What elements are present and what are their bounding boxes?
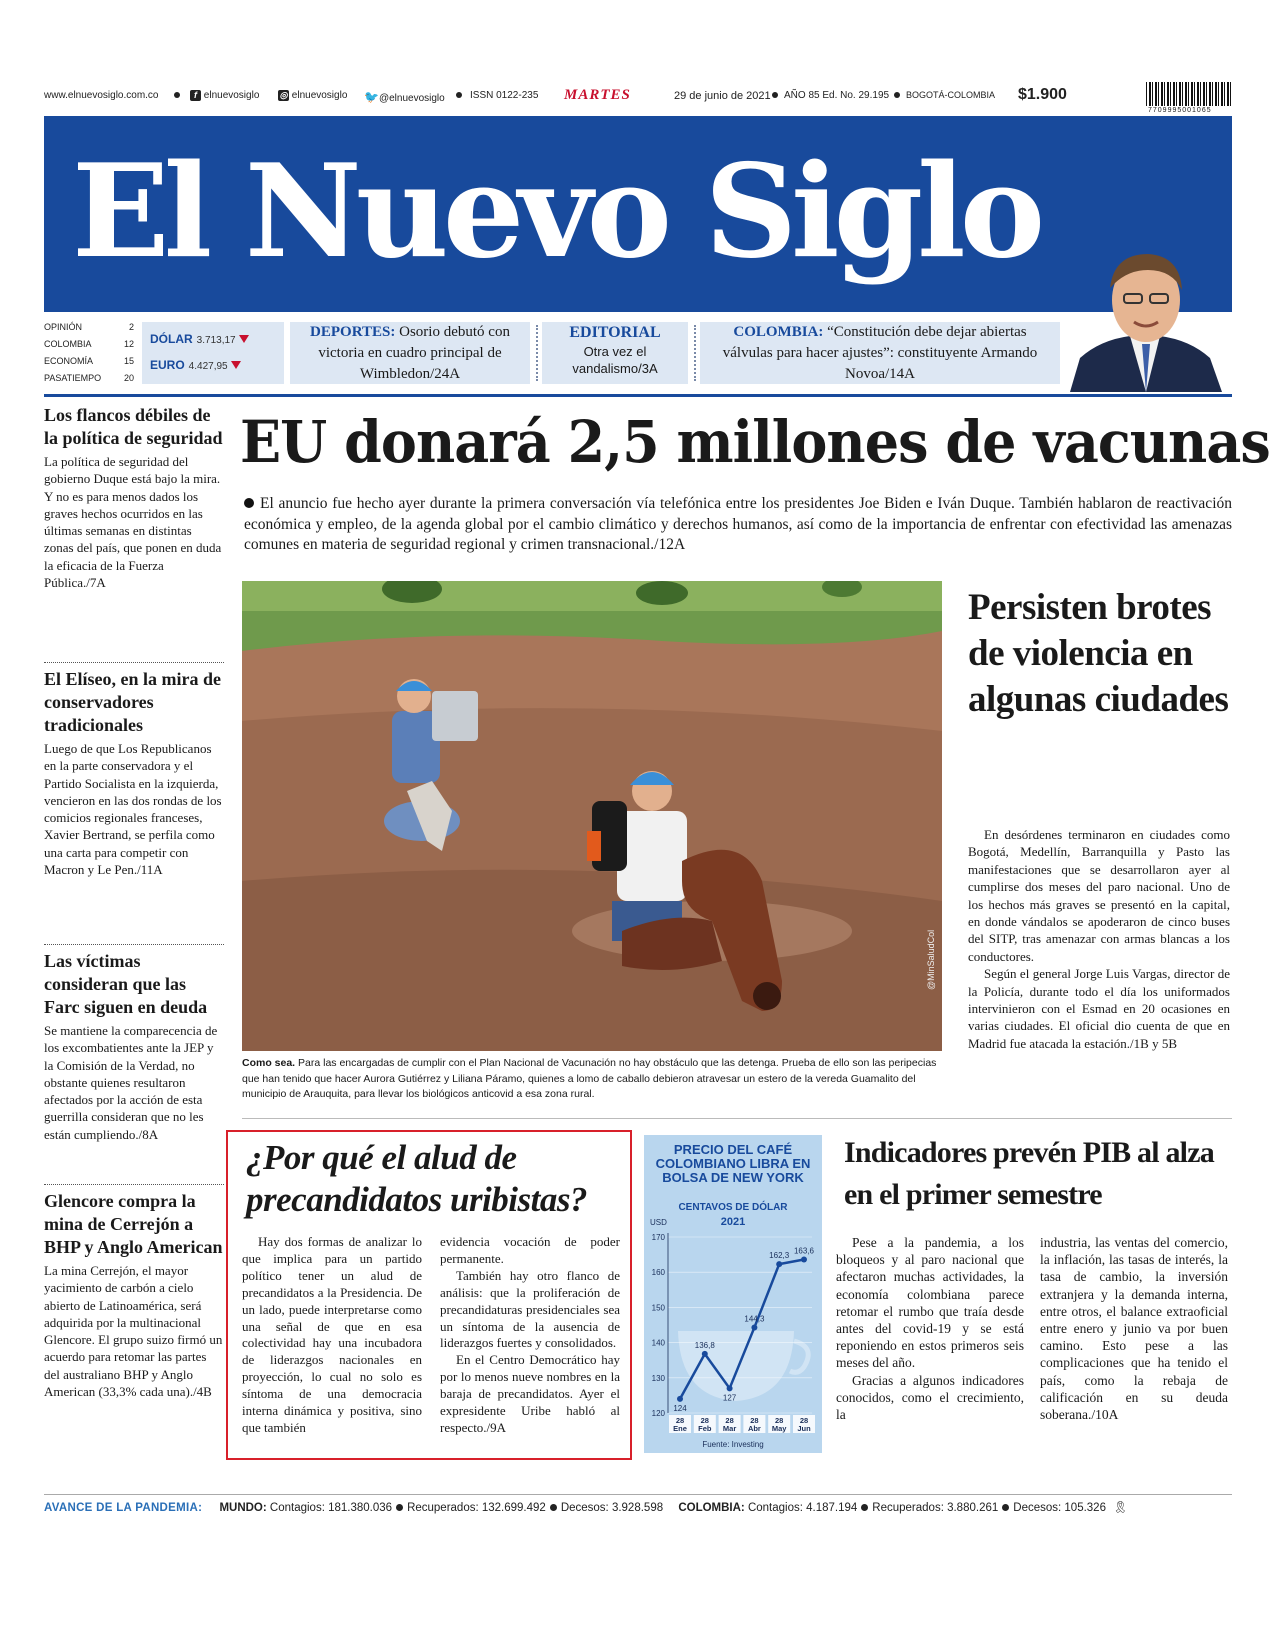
index-row[interactable]: ECONOMÍA 15: [44, 356, 134, 366]
left-story-3[interactable]: Las víctimas consideran que las Farc siguen en deuda Se mantiene la comparecencia de los excombatientes ante la JEP y la Comisión de la Verdad, no obstante quienes resultaron afectados por la acción de esta guerrilla consideran que no les están cumpliendo./8A: [44, 951, 218, 1142]
photo-credit: @MinSaludCol: [926, 929, 936, 990]
pandemic-ticker: AVANCE DE LA PANDEMIA: MUNDO: Contagios: 181.380.036 Recuperados: 132.699.492 Decesos: 3.928.598 COLOMBIA: Contagios: 4.187.194 Recuperados: 3.880.261 Decesos: 105.326 🎗: [44, 1502, 1128, 1514]
teaser-colombia[interactable]: COLOMBIA: “Constitución debe dejar abiertas válvulas para hacer ajustes”: constituyente Armando Novoa/14A: [700, 322, 1060, 384]
divider: [536, 325, 538, 381]
chart-data-label: 163,6: [793, 1246, 815, 1256]
separator-dot: [894, 90, 900, 101]
chart-data-label: 124: [673, 1403, 687, 1413]
teaser-editorial[interactable]: EDITORIAL Otra vez el vandalismo/3A: [542, 322, 688, 384]
chart-point: [801, 1257, 807, 1263]
chart-x-tick-month: Feb: [698, 1424, 712, 1433]
chart-y-tick: 140: [651, 1338, 665, 1348]
euro-rate: EURO 4.427,95: [150, 358, 241, 372]
index-row[interactable]: PASATIEMPO 20: [44, 373, 134, 383]
city: BOGOTÁ-COLOMBIA: [906, 90, 996, 100]
index-row[interactable]: COLOMBIA 12: [44, 339, 134, 349]
weekday: MARTES: [564, 87, 631, 103]
pib-column-2: industria, las ventas del comercio, la inflación, las tasas de interés, la tasa de cambio, la inversión extranjera y la demanda interna, entre otros, el balance extraoficial entre enero y junio va por buen camino. Esto pese a las complicaciones que ha tenido el país, como la rebaja de calificación en su deuda soberana./10A: [1040, 1235, 1228, 1423]
chart-x-tick-month: Jun: [797, 1424, 811, 1433]
lead-photo[interactable]: [242, 581, 942, 1051]
chart-x-tick-day: 28: [750, 1416, 759, 1425]
chart-data-label: 144,3: [744, 1314, 765, 1324]
cover-price: $1.900: [1018, 86, 1067, 103]
chart-y-tick: 120: [651, 1409, 665, 1418]
chart-x-tick-month: Abr: [747, 1424, 761, 1433]
separator-dot: [456, 90, 462, 101]
chart-x-tick-month: Ene: [673, 1424, 687, 1433]
chart-point: [677, 1396, 683, 1402]
columnist-portrait: [1060, 240, 1230, 392]
twitter-handle[interactable]: 🐦@elnuevosiglo: [364, 90, 445, 104]
barcode-number: 7709995001065: [1148, 107, 1212, 114]
violence-body: En desórdenes terminaron en ciudades como Bogotá, Medellín, Barranquilla y Pasto las manifestaciones que se desarrollaron ayer al cumplirse dos meses del paro nacional. Uno de los hechos más graves se presentó en la capital, en donde vándalos se apoderaron de cinco buses del SITP, tras amenazar con armas blancas a los conductores. Según el general Jorge Luis Vargas, director de la Policía, durante todo el día los uniformados intervinieron con el Esmad en 20 ocasiones en varias ciudades. El oficial dio cuenta de que en Madrid fue atacada la estación./1B y 5B: [968, 827, 1230, 1051]
chart-y-tick: 160: [651, 1268, 665, 1278]
chart-point: [727, 1385, 733, 1391]
masthead: [44, 116, 1232, 312]
separator-dot: [174, 90, 180, 101]
violence-headline[interactable]: Persisten brotes de violencia en algunas ciudades: [968, 587, 1229, 720]
down-arrow-icon: [231, 361, 241, 369]
chart-data-label: 162,3: [769, 1251, 790, 1261]
pib-headline[interactable]: Indicadores prevén PIB al alza en el primer semestre: [844, 1136, 1214, 1211]
pib-column-1: Pese a la pandemia, a los bloqueos y al paro nacional que afectaron muchas actividades, la economía colombiana parece retomar el rumbo que traía desde antes del covid-19 y se está reponiendo en estos primeros seis meses del año. Gracias a algunos indicadores conocidos, como el crecimiento, la: [836, 1235, 1024, 1423]
chart-point: [702, 1351, 708, 1357]
twitter-icon: 🐦: [364, 90, 379, 104]
chart-y-label: USD: [650, 1218, 667, 1227]
chart-title: PRECIO DEL CAFÉ COLOMBIANO LIBRA EN BOLSA DE NEW YORK: [655, 1142, 811, 1185]
chart-data-label: 136,8: [694, 1340, 715, 1350]
footer-rule: [44, 1494, 1232, 1495]
chart-data-label: 127: [722, 1393, 737, 1403]
barcode: [1146, 82, 1232, 106]
chart-x-tick-day: 28: [725, 1416, 734, 1425]
currency-box: [142, 322, 284, 384]
chart-plot: [644, 1135, 822, 1453]
photo-caption: Como sea. Para las encargadas de cumplir con el Plan Nacional de Vacunación no hay obstáculo que las detenga. Prueba de ello son las peripecias que han tenido que hacer Aurora Gutiérrez y Liliana Páramo, quienes a lomo de caballo debieron atravesar un estero de la vereda Guamalito del municipio de Arauquita, para llevar los biológicos anticovid a esa zona rural.: [242, 1057, 937, 1100]
divider: [44, 1184, 224, 1185]
lead-deck: El anuncio fue hecho ayer durante la primera conversación vía telefónica entre los presidentes Joe Biden e Iván Duque. También hablaron de reactivación económica y empleo, de la agenda global por el cambio climático y derechos humanos, así como de la importancia de enfrentar con efectividad las amenazas comunes en materia de seguridad regional y crimen transnacional./12A: [244, 495, 1232, 553]
instagram-handle[interactable]: ◎ elnuevosiglo: [279, 90, 348, 101]
down-arrow-icon: [239, 335, 249, 343]
index-row[interactable]: OPINIÓN 2: [44, 322, 134, 332]
chart-subtitle: CENTAVOS DE DÓLAR: [678, 1202, 788, 1213]
website-link[interactable]: www.elnuevosiglo.com.co: [44, 90, 159, 101]
left-story-1[interactable]: Los flancos débiles de la política de seguridad La política de seguridad del gobierno Duque está bajo la mira. Y no es para menos dados los graves hechos ocurridos en las últimas semanas en distintas zonas del país, que ponen en duda la eficacia de la Fuerza Pública./7A: [44, 405, 223, 591]
section-index: [44, 322, 134, 390]
left-story-2[interactable]: El Elíseo, en la mira de conservadores tradicionales Luego de que Los Republicanos en la parte conservadora y el Partido Socialista en la izquierda, vencieron en las dos rondas de los comicios regionales franceses, Xavier Bertrand, se perfila como una carta para competir con Macron y Le Pen./11A: [44, 669, 222, 878]
instagram-icon: ◎: [279, 90, 288, 100]
facebook-handle[interactable]: f elnuevosiglo: [190, 90, 259, 101]
uribe-column-1: Hay dos formas de analizar lo que implica para un partido político tener un alud de precandidatos a la Presidencia. De un lado, puede interpretarse como una señal de que en esa colectividad hay una incubadora de liderazgos nacionales en proyección, lo cual no solo es síntoma de una democracia interna dinámica y positiva, sino que también: [242, 1234, 422, 1435]
uribe-column-2: evidencia vocación de poder permanente. También hay otro flanco de análisis: que la proliferación de precandidaturas presidenciales sea un síntoma de la ausencia de liderazgos fuertes y consolidados. En el Centro Democrático hay por lo menos nueve nombres en la baraja de precandidatos. Ayer el expresidente Uribe habló al respecto./9A: [440, 1234, 620, 1435]
chart-y-tick: 150: [651, 1303, 665, 1313]
divider: [694, 325, 696, 381]
chart-x-tick-day: 28: [700, 1416, 709, 1425]
chart-y-tick: 170: [651, 1233, 665, 1242]
chart-x-tick-month: Mar: [722, 1424, 737, 1433]
top-info-bar: [44, 88, 1234, 106]
chart-x-tick-month: May: [771, 1424, 787, 1433]
lead-headline[interactable]: EU donará 2,5 millones de vacunas: [240, 408, 1270, 476]
chart-source: Fuente: Investing: [702, 1440, 764, 1449]
chart-x-tick-day: 28: [799, 1416, 809, 1425]
facebook-icon: f: [190, 90, 201, 101]
chart-x-tick-day: 28: [675, 1416, 685, 1425]
separator-dot: [772, 90, 778, 101]
chart-y-tick: 130: [651, 1373, 665, 1383]
dollar-rate: DÓLAR 3.713,17: [150, 332, 249, 346]
edition-number: AÑO 85 Ed. No. 29.195: [784, 90, 890, 101]
chart-point: [776, 1261, 782, 1267]
coffee-price-chart: [644, 1135, 822, 1453]
uribe-headline[interactable]: ¿Por qué el alud de precandidatos uribistas?: [246, 1138, 587, 1219]
newspaper-title: El Nuevo Siglo: [72, 137, 1040, 287]
teaser-deportes[interactable]: DEPORTES: Osorio debutó con victoria en cuadro principal de Wimbledon/24A: [290, 322, 530, 384]
chart-point: [751, 1324, 757, 1330]
chart-x-tick-day: 28: [775, 1416, 784, 1425]
divider: [242, 1118, 1232, 1119]
chart-year: 2021: [720, 1216, 746, 1228]
ribbon-icon: 🎗: [1113, 1502, 1128, 1514]
divider: [44, 944, 224, 945]
header-rule: [44, 394, 1232, 397]
divider: [44, 662, 224, 663]
left-story-4[interactable]: Glencore compra la mina de Cerrejón a BHP y Anglo American La mina Cerrejón, el mayor yacimiento de carbón a cielo abierto de Latinoamérica, será adquirida por la multinacional Glencore. El grupo suizo firmó un acuerdo para retomar las partes del australiano BHP y Anglo American (33,3% cada una)./4B: [44, 1191, 223, 1400]
bullet-icon: [244, 498, 254, 508]
issn: ISSN 0122-235: [470, 90, 539, 101]
issue-date: 29 de junio de 2021: [674, 90, 771, 102]
